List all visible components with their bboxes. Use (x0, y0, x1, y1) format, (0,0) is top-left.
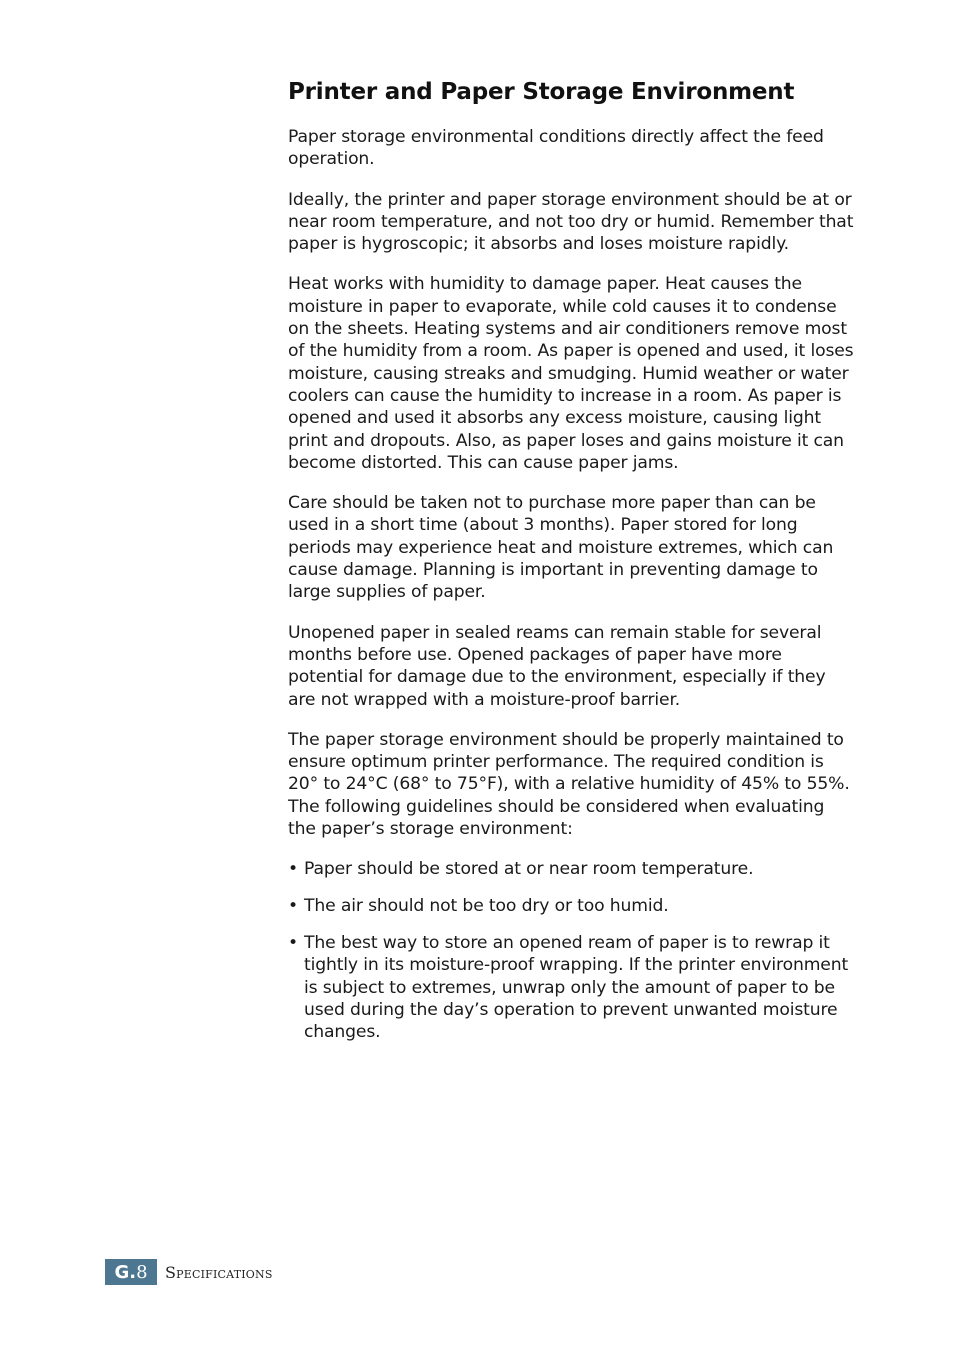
paragraph-storage-condition: The paper storage environment should be properly maintained to ensure optimum printer performance. The required condition is 20° to 24°C (68° to 75°F), with a relative humidity of 45% to 55%. The following guidelines should be considered when evaluating the paper’s storage environment: (288, 729, 850, 840)
bullet-icon: • (288, 859, 298, 880)
paragraph-unopened-paper: Unopened paper in sealed reams can remain stable for several months before use. Opened packages of paper have more potential for damage due to the environment, especially if they are not wrapped with a moisture-proof barrier. (288, 622, 826, 710)
bullet-icon: • (288, 932, 298, 953)
list-item (288, 932, 854, 1043)
list-item-text: The air should not be too dry or too humid. (304, 896, 669, 917)
list-item (288, 858, 854, 880)
page-number: 8 (136, 1261, 148, 1283)
page-title: Printer and Paper Storage Environment (288, 79, 795, 105)
list-item (288, 895, 854, 917)
section-letter: G. (114, 1261, 137, 1283)
main-content (288, 76, 854, 1058)
list-item-text: The best way to store an opened ream of paper is to rewrap it tightly in its moisture-proof wrapping. If the printer environment is subject to extremes, unwrap only the amount of paper to be used during the day’s operation to prevent unwanted moisture changes. (304, 932, 849, 1043)
guidelines-list (288, 858, 854, 1043)
paragraph-room-temperature: Ideally, the printer and paper storage environment should be at or near room temperature, and not too dry or humid. Remember that paper is hygroscopic; it absorbs and loses moisture rapidly. (288, 189, 854, 255)
page-footer (105, 1259, 273, 1285)
paragraph-purchase-care: Care should be taken not to purchase more paper than can be used in a short time (about 3 months). Paper stored for long periods may experience heat and moisture extremes, which can cause damage. Planning is important in preventing damage to large supplies of paper. (288, 493, 834, 603)
page-number-badge (105, 1259, 157, 1285)
section-name: Specifications (165, 1262, 273, 1282)
list-item-text: Paper should be stored at or near room temperature. (304, 859, 754, 880)
paragraph-heat-humidity: Heat works with humidity to damage paper. Heat causes the moisture in paper to evaporate, while cold causes it to condense on the sheets. Heating systems and air conditioners remove most of the humidity from a room. As paper is opened and used, it loses moisture, causing streaks and smudging. Humid weather or water coolers can cause the humidity to increase in a room. As paper is opened and used it absorbs any excess moisture, causing light print and dropouts. Also, as paper loses and gains moisture it can become distorted. This can cause paper jams. (288, 274, 854, 473)
paragraph-feed-operation: Paper storage environmental conditions directly affect the feed operation. (288, 127, 824, 170)
bullet-icon: • (288, 896, 298, 917)
